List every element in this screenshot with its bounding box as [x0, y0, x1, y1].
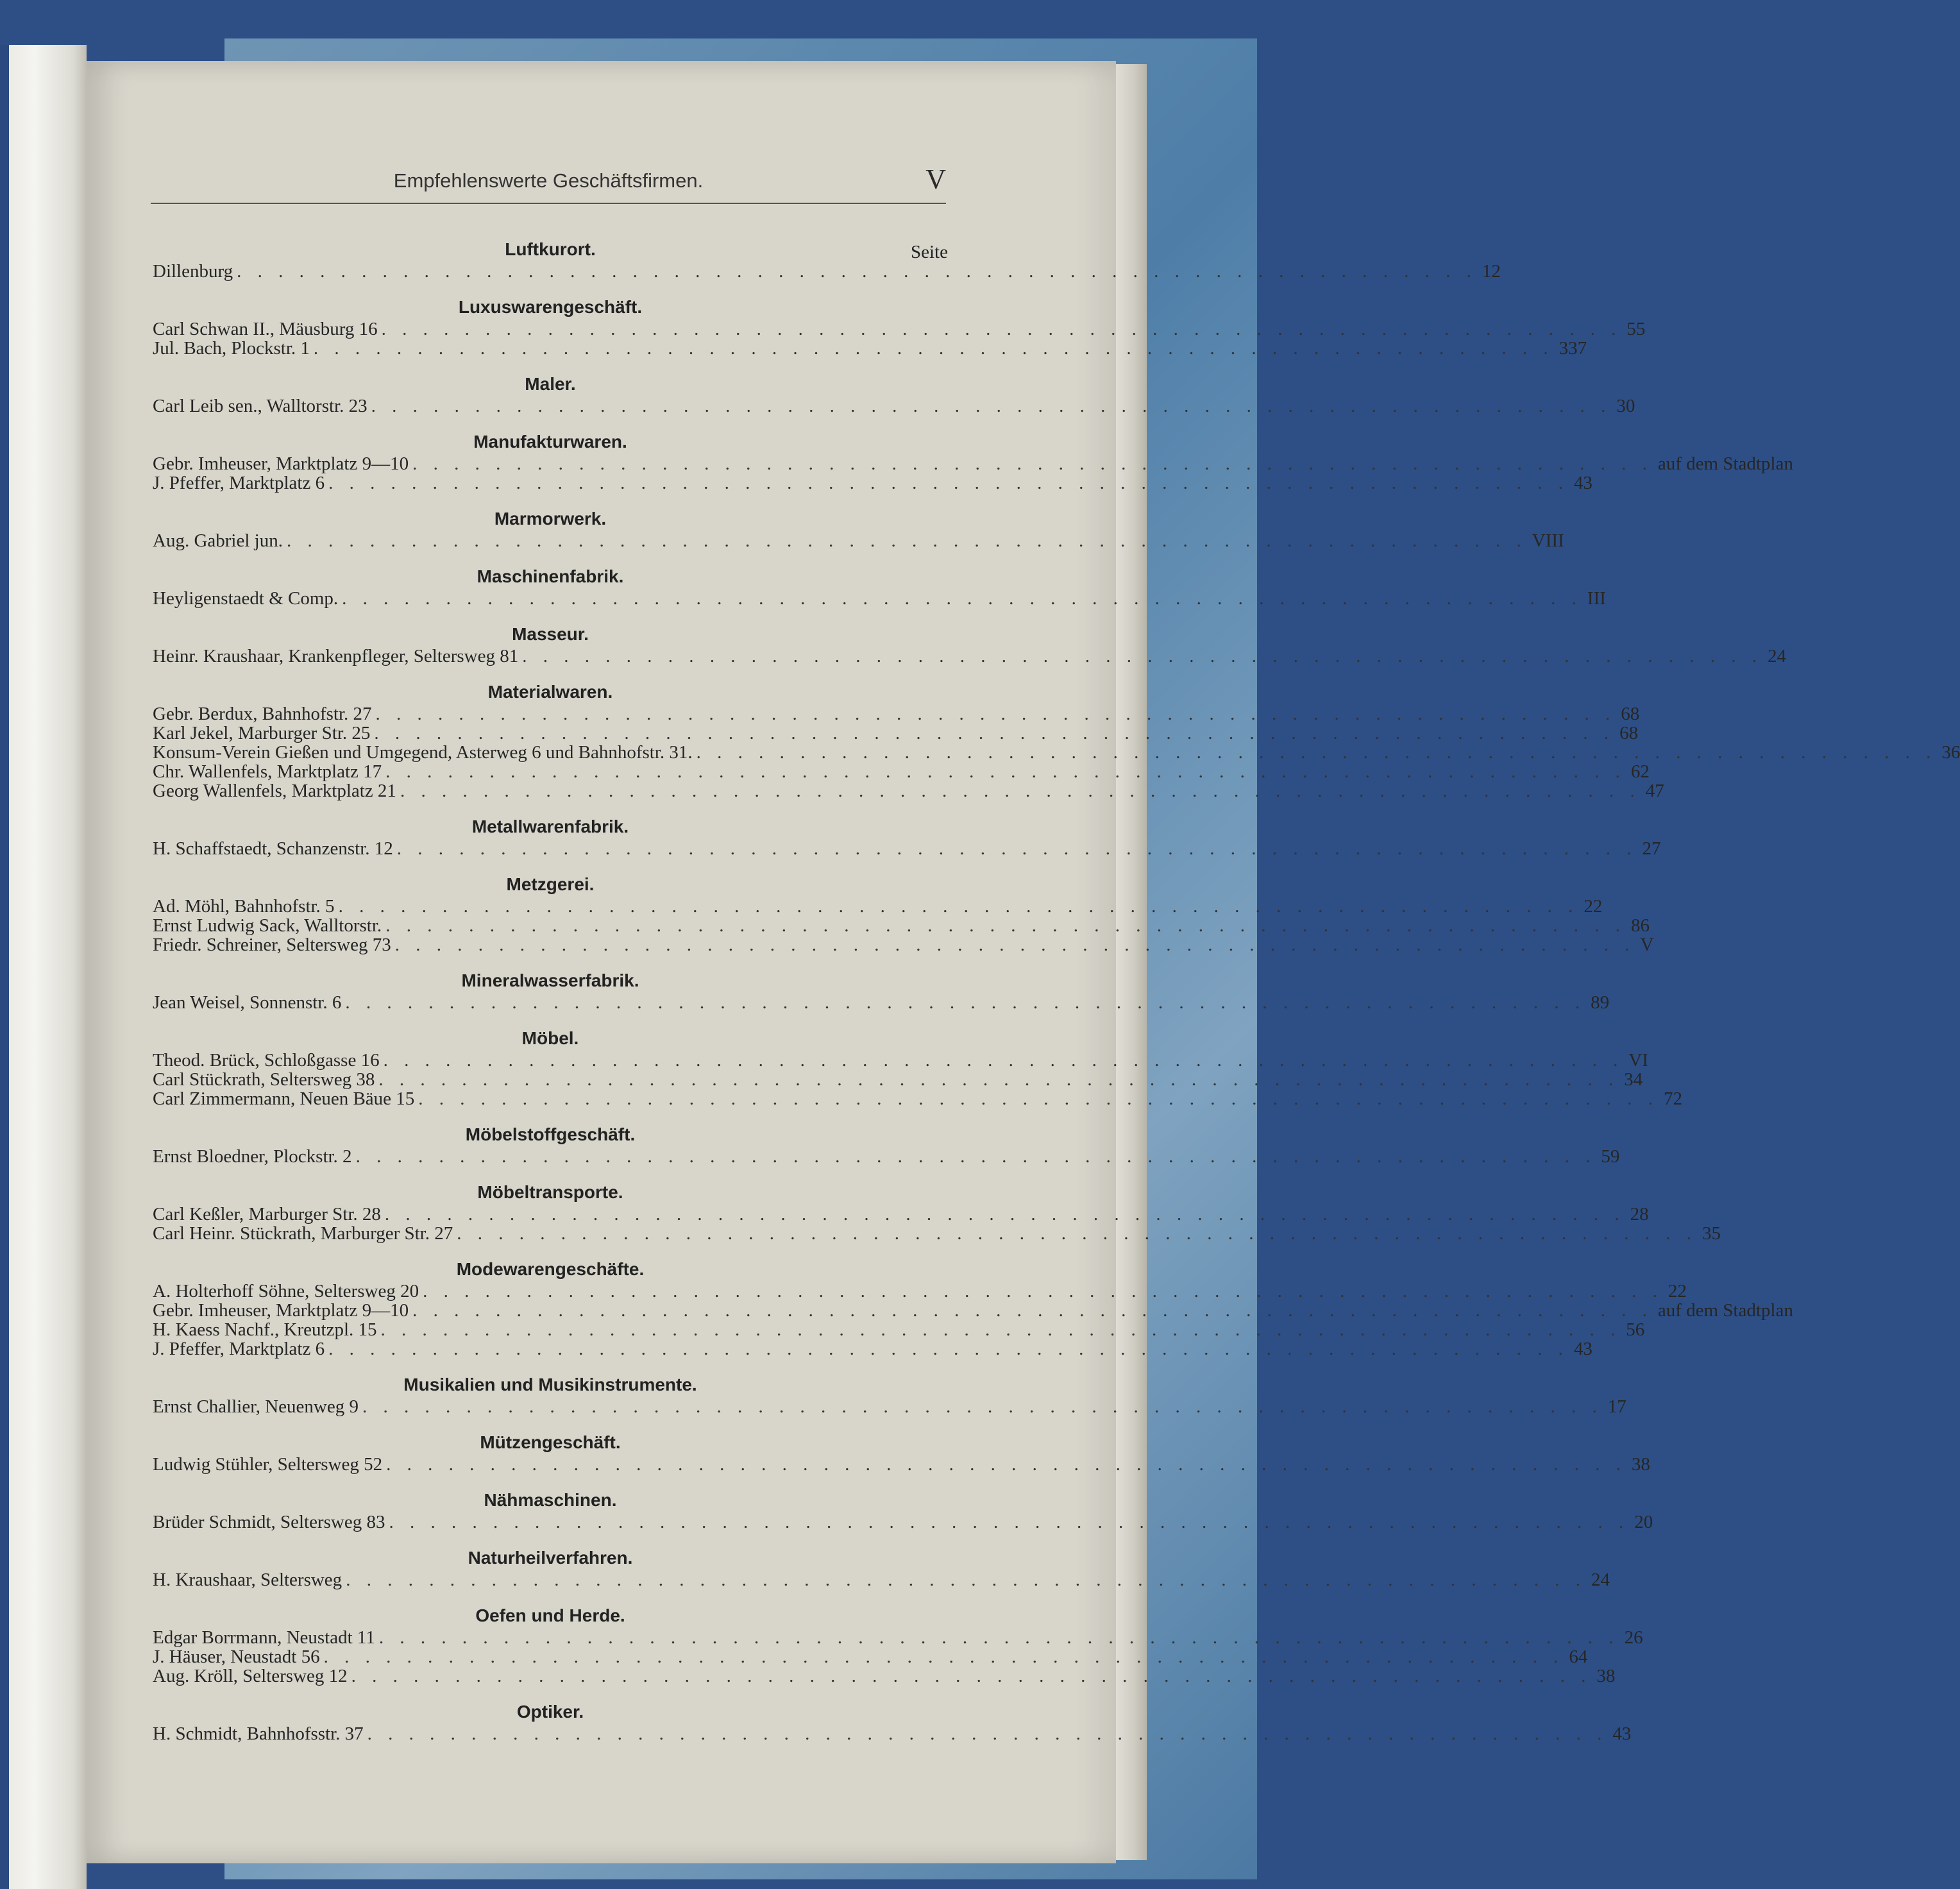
- entry-name: Ernst Ludwig Sack, Walltorstr.: [153, 915, 382, 936]
- directory-entry: [153, 1281, 1687, 1301]
- directory-entry: [153, 453, 1793, 474]
- directory-entry: [153, 473, 1592, 493]
- section-heading-text: Metallwarenfabrik.: [471, 817, 629, 836]
- directory-entry: [153, 723, 1639, 743]
- section-heading-text: Nähmaschinen.: [484, 1490, 617, 1510]
- section-heading: [153, 872, 948, 897]
- entry-name: H. Schaffstaedt, Schanzenstr. 12: [153, 838, 393, 859]
- dot-leader: . . . . . . . . . . . . . . . . . . . . . . . . . . . . . . . . . . . . . . . . . . . . . . . . . . . . . . . . . . . .: [381, 319, 1622, 339]
- dot-leader: . . . . . . . . . . . . . . . . . . . . . . . . . . . . . . . . . . . . . . . . . . . . . . . . . . . . . . . . . . . .: [418, 1089, 1659, 1109]
- section-heading-text: Mineralwasserfabrik.: [461, 970, 639, 990]
- entry-name: Carl Leib sen., Walltorstr. 23: [153, 396, 368, 416]
- entry-page: 17: [1607, 1396, 1626, 1417]
- entry-page: 20: [1634, 1512, 1653, 1532]
- directory-entry: [153, 992, 1610, 1013]
- dot-leader: . . . . . . . . . . . . . . . . . . . . . . . . . . . . . . . . . . . . . . . . . . . . . . . . . . . . . . . . . . . .: [371, 396, 1612, 416]
- entry-name: Gebr. Imheuser, Marktplatz 9—10: [153, 1300, 409, 1321]
- section-heading: [153, 1430, 948, 1455]
- entry-name: Ludwig Stühler, Seltersweg 52: [153, 1454, 383, 1475]
- directory-entry: [153, 1204, 1649, 1224]
- section-heading-text: Naturheilverfahren.: [468, 1548, 633, 1568]
- entry-page: 43: [1573, 473, 1592, 493]
- section-heading-text: Optiker.: [516, 1702, 584, 1722]
- directory-entry: [153, 1627, 1643, 1648]
- section-heading-text: Luftkurort.: [505, 239, 596, 259]
- entry-name: Jul. Bach, Plockstr. 1: [153, 338, 310, 359]
- dot-leader: . . . . . . . . . . . . . . . . . . . . . . . . . . . . . . . . . . . . . . . . . . . . . . . . . . . . . . . . . . . .: [342, 588, 1582, 609]
- entry-name: H. Kraushaar, Seltersweg: [153, 1570, 342, 1590]
- entry-name: Dillenburg: [153, 261, 233, 282]
- directory-entry: [153, 588, 1606, 609]
- entry-page: auf dem Stadtplan: [1657, 453, 1793, 474]
- entry-name: Heyligenstaedt & Comp.: [153, 588, 339, 609]
- section-heading-text: Möbelstoffgeschäft.: [465, 1124, 636, 1144]
- dot-leader: . . . . . . . . . . . . . . . . . . . . . . . . . . . . . . . . . . . . . . . . . . . . . . . . . . . . . . . . . . . .: [374, 723, 1615, 743]
- entry-name: Friedr. Schreiner, Seltersweg 73: [153, 935, 391, 955]
- directory-entry: [153, 1666, 1616, 1686]
- section-heading: [153, 1122, 948, 1147]
- entry-page: 72: [1664, 1089, 1683, 1109]
- entry-page: 38: [1596, 1666, 1616, 1686]
- section-heading: [153, 680, 948, 704]
- section-heading: [153, 430, 948, 454]
- entry-page: 47: [1645, 781, 1664, 801]
- section-heading-text: Metzgerei.: [506, 874, 595, 894]
- section-heading-text: Masseur.: [512, 624, 589, 644]
- entry-page: VIII: [1532, 530, 1564, 551]
- entry-name: Aug. Gabriel jun.: [153, 530, 283, 551]
- directory-entry: [153, 261, 1501, 282]
- section-heading-text: Manufakturwaren.: [473, 432, 627, 452]
- section-heading-text: Marmorwerk.: [494, 509, 607, 529]
- dot-leader: . . . . . . . . . . . . . . . . . . . . . . . . . . . . . . . . . . . . . . . . . . . . . . . . . . . . . . . . . . . .: [385, 915, 1626, 936]
- directory-entry: [153, 396, 1635, 416]
- dot-leader: . . . . . . . . . . . . . . . . . . . . . . . . . . . . . . . . . . . . . . . . . . . . . . . . . . . . . . . . . . . .: [380, 1319, 1621, 1340]
- entry-name: Ernst Challier, Neuenweg 9: [153, 1396, 359, 1417]
- dot-leader: . . . . . . . . . . . . . . . . . . . . . . . . . . . . . . . . . . . . . . . . . . . . . . . . . . . . . . . . . . . .: [328, 1339, 1569, 1359]
- entry-name: Theod. Brück, Schloßgasse 16: [153, 1050, 380, 1071]
- section-heading: [153, 1026, 948, 1051]
- page-number: V: [925, 164, 946, 195]
- section-heading: [153, 1373, 948, 1397]
- entry-page: 22: [1668, 1281, 1687, 1301]
- section-heading: [153, 237, 948, 262]
- dot-leader: . . . . . . . . . . . . . . . . . . . . . . . . . . . . . . . . . . . . . . . . . . . . . . . . . . . . . . . . . . . .: [345, 992, 1586, 1013]
- section-heading: [153, 969, 948, 993]
- entry-page: 38: [1631, 1454, 1650, 1475]
- directory-entry: [153, 1570, 1610, 1590]
- directory-entry: [153, 915, 1650, 936]
- directory-entry: [153, 838, 1661, 859]
- directory-entry: [153, 1647, 1588, 1667]
- section-heading-text: Musikalien und Musikinstrumente.: [403, 1375, 697, 1394]
- dot-leader: . . . . . . . . . . . . . . . . . . . . . . . . . . . . . . . . . . . . . . . . . . . . . . . . . . . . . . . . . . . .: [323, 1647, 1564, 1667]
- dot-leader: . . . . . . . . . . . . . . . . . . . . . . . . . . . . . . . . . . . . . . . . . . . . . . . . . . . . . . . . . . . .: [378, 1627, 1619, 1648]
- directory-entry: [153, 1319, 1645, 1340]
- entry-name: Ernst Bloedner, Plockstr. 2: [153, 1146, 352, 1167]
- directory-entry: [153, 1300, 1793, 1321]
- dot-leader: . . . . . . . . . . . . . . . . . . . . . . . . . . . . . . . . . . . . . . . . . . . . . . . . . . . . . . . . . . . .: [328, 473, 1569, 493]
- section-heading: [153, 1180, 948, 1205]
- dot-leader: . . . . . . . . . . . . . . . . . . . . . . . . . . . . . . . . . . . . . . . . . . . . . . . . . . . . . . . . . . . .: [412, 453, 1653, 474]
- directory-entry: [153, 704, 1640, 724]
- entry-name: Heinr. Kraushaar, Krankenpfleger, Seltersweg 81: [153, 646, 519, 666]
- section-heading-text: Modewarengeschäfte.: [456, 1259, 645, 1279]
- dot-leader: . . . . . . . . . . . . . . . . . . . . . . . . . . . . . . . . . . . . . . . . . . . . . . . . . . . . . . . . . . . .: [313, 338, 1554, 359]
- entry-page: 59: [1601, 1146, 1620, 1167]
- entry-name: Carl Heinr. Stückrath, Marburger Str. 27: [153, 1223, 453, 1244]
- entry-page: VI: [1628, 1050, 1648, 1071]
- entry-page: 68: [1621, 704, 1640, 724]
- directory-entry: [153, 781, 1664, 801]
- entry-name: Carl Keßler, Marburger Str. 28: [153, 1204, 381, 1224]
- entry-name: Gebr. Imheuser, Marktplatz 9—10: [153, 453, 409, 474]
- entry-name: J. Pfeffer, Marktplatz 6: [153, 1339, 325, 1359]
- directory-entry: [153, 935, 1654, 955]
- entry-name: J. Pfeffer, Marktplatz 6: [153, 473, 325, 493]
- entry-page: 27: [1642, 838, 1661, 859]
- section-heading: [153, 1546, 948, 1570]
- entry-page: V: [1640, 935, 1654, 955]
- entry-page: 56: [1626, 1319, 1645, 1340]
- dot-leader: . . . . . . . . . . . . . . . . . . . . . . . . . . . . . . . . . . . . . . . . . . . . . . . . . . . . . . . . . . . .: [367, 1724, 1608, 1744]
- entry-page: 35: [1702, 1223, 1721, 1244]
- entry-name: Georg Wallenfels, Marktplatz 21: [153, 781, 396, 801]
- entry-page: 34: [1624, 1069, 1643, 1090]
- section-heading-text: Oefen und Herde.: [475, 1605, 625, 1625]
- section-heading: [153, 1257, 948, 1282]
- directory-entry: [153, 1339, 1592, 1359]
- dot-leader: . . . . . . . . . . . . . . . . . . . . . . . . . . . . . . . . . . . . . . . . . . . . . . . . . . . . . . . . . . . .: [286, 530, 1527, 551]
- dot-leader: . . . . . . . . . . . . . . . . . . . . . . . . . . . . . . . . . . . . . . . . . . . . . . . . . . . . . . . . . . . .: [351, 1666, 1592, 1686]
- directory-entry: [153, 742, 1960, 763]
- page-header: [151, 160, 946, 204]
- dot-leader: . . . . . . . . . . . . . . . . . . . . . . . . . . . . . . . . . . . . . . . . . . . . . . . . . . . . . . . . . . . .: [383, 1050, 1624, 1071]
- entry-name: H. Schmidt, Bahnhofsstr. 37: [153, 1724, 364, 1744]
- directory-entry: [153, 1454, 1650, 1475]
- directory-entry: [153, 1050, 1648, 1071]
- section-heading: [153, 622, 948, 647]
- entry-page: 28: [1630, 1204, 1649, 1224]
- directory-entry: [153, 1223, 1721, 1244]
- directory-entry: [153, 761, 1650, 782]
- dot-leader: . . . . . . . . . . . . . . . . . . . . . . . . . . . . . . . . . . . . . . . . . . . . . . . . . . . . . . . . . . . .: [237, 261, 1477, 282]
- entry-page: 337: [1559, 338, 1587, 359]
- entry-name: Carl Schwan II., Mäusburg 16: [153, 319, 378, 339]
- entry-name: J. Häuser, Neustadt 56: [153, 1647, 320, 1667]
- section-heading-text: Mützengeschäft.: [480, 1432, 621, 1452]
- entry-page: 43: [1612, 1724, 1632, 1744]
- section-heading: [153, 564, 948, 589]
- directory-entry: [153, 1724, 1632, 1744]
- entry-page: 43: [1573, 1339, 1592, 1359]
- entry-name: Ad. Möhl, Bahnhofstr. 5: [153, 896, 335, 917]
- entry-page: III: [1587, 588, 1606, 609]
- entry-page: 36: [1941, 742, 1960, 763]
- section-heading-text: Möbel.: [521, 1028, 579, 1048]
- section-heading-text: Maler.: [525, 374, 576, 394]
- entry-page: auf dem Stadtplan: [1657, 1300, 1793, 1321]
- entry-name: Aug. Kröll, Seltersweg 12: [153, 1666, 348, 1686]
- directory-entry: [153, 1069, 1643, 1090]
- entry-page: 55: [1626, 319, 1646, 339]
- dot-leader: . . . . . . . . . . . . . . . . . . . . . . . . . . . . . . . . . . . . . . . . . . . . . . . . . . . . . . . . . . . .: [375, 704, 1616, 724]
- section-heading: [153, 1700, 948, 1724]
- seite-column-label: Seite: [911, 242, 948, 262]
- directory-entry: [153, 530, 1564, 551]
- directory-entry: [153, 1396, 1626, 1417]
- dot-leader: . . . . . . . . . . . . . . . . . . . . . . . . . . . . . . . . . . . . . . . . . . . . . . . . . . . . . . . . . . . .: [412, 1300, 1653, 1321]
- directory-entry: [153, 338, 1587, 359]
- entry-name: Carl Stückrath, Seltersweg 38: [153, 1069, 375, 1090]
- entry-page: 22: [1584, 896, 1603, 917]
- section-heading-text: Maschinenfabrik.: [477, 566, 624, 586]
- dot-leader: . . . . . . . . . . . . . . . . . . . . . . . . . . . . . . . . . . . . . . . . . . . . . . . . . . . . . . . . . . . .: [389, 1512, 1630, 1532]
- dot-leader: . . . . . . . . . . . . . . . . . . . . . . . . . . . . . . . . . . . . . . . . . . . . . . . . . . . . . . . . . . . .: [522, 646, 1762, 666]
- section-heading: [153, 507, 948, 531]
- entry-name: A. Holterhoff Söhne, Seltersweg 20: [153, 1281, 419, 1301]
- directory-entry: [153, 646, 1786, 666]
- entry-page: 26: [1624, 1627, 1643, 1648]
- dot-leader: . . . . . . . . . . . . . . . . . . . . . . . . . . . . . . . . . . . . . . . . . . . . . . . . . . . . . . . . . . . .: [396, 838, 1637, 859]
- dot-leader: . . . . . . . . . . . . . . . . . . . . . . . . . . . . . . . . . . . . . . . . . . . . . . . . . . . . . . . . . . . .: [338, 896, 1579, 917]
- section-heading: [153, 1488, 948, 1512]
- section-heading-text: Luxuswarengeschäft.: [458, 297, 643, 317]
- entry-name: Jean Weisel, Sonnenstr. 6: [153, 992, 342, 1013]
- section-heading: [153, 1604, 948, 1628]
- dot-leader: . . . . . . . . . . . . . . . . . . . . . . . . . . . . . . . . . . . . . . . . . . . . . . . . . . . . . . . . . . . .: [400, 781, 1641, 801]
- entry-page: 62: [1630, 761, 1650, 782]
- dot-leader: . . . . . . . . . . . . . . . . . . . . . . . . . . . . . . . . . . . . . . . . . . . . . . . . . . . . . . . . . . . .: [384, 1204, 1625, 1224]
- directory-entry: [153, 1512, 1653, 1532]
- directory-entry: [153, 896, 1603, 917]
- business-directory: [153, 237, 1960, 1744]
- entry-name: Chr. Wallenfels, Marktplatz 17: [153, 761, 382, 782]
- dot-leader: . . . . . . . . . . . . . . . . . . . . . . . . . . . . . . . . . . . . . . . . . . . . . . . . . . . . . . . . . . . .: [423, 1281, 1663, 1301]
- dot-leader: . . . . . . . . . . . . . . . . . . . . . . . . . . . . . . . . . . . . . . . . . . . . . . . . . . . . . . . . . . . .: [362, 1396, 1603, 1417]
- dot-leader: . . . . . . . . . . . . . . . . . . . . . . . . . . . . . . . . . . . . . . . . . . . . . . . . . . . . . . . . . . . .: [385, 761, 1626, 782]
- entry-page: 86: [1630, 915, 1650, 936]
- entry-name: Karl Jekel, Marburger Str. 25: [153, 723, 371, 743]
- dot-leader: . . . . . . . . . . . . . . . . . . . . . . . . . . . . . . . . . . . . . . . . . . . . . . . . . . . . . . . . . . . .: [696, 742, 1937, 763]
- section-heading: [153, 815, 948, 839]
- entry-name: Brüder Schmidt, Seltersweg 83: [153, 1512, 385, 1532]
- dot-leader: . . . . . . . . . . . . . . . . . . . . . . . . . . . . . . . . . . . . . . . . . . . . . . . . . . . . . . . . . . . .: [378, 1069, 1619, 1090]
- entry-name: Konsum-Verein Gießen und Umgegend, Asterweg 6 und Bahnhofstr. 31.: [153, 742, 693, 763]
- running-title: Empfehlenswerte Geschäftsfirmen.: [393, 169, 704, 192]
- entry-page: 12: [1482, 261, 1501, 282]
- section-heading-text: Möbeltransporte.: [477, 1182, 623, 1202]
- section-heading: [153, 372, 948, 396]
- dot-leader: . . . . . . . . . . . . . . . . . . . . . . . . . . . . . . . . . . . . . . . . . . . . . . . . . . . . . . . . . . . .: [346, 1570, 1586, 1590]
- entry-page: 89: [1591, 992, 1610, 1013]
- directory-entry: [153, 1089, 1683, 1109]
- entry-page: 30: [1616, 396, 1635, 416]
- entry-page: 24: [1767, 646, 1786, 666]
- entry-page: 24: [1591, 1570, 1610, 1590]
- entry-name: Gebr. Berdux, Bahnhofstr. 27: [153, 704, 372, 724]
- entry-name: H. Kaess Nachf., Kreutzpl. 15: [153, 1319, 377, 1340]
- entry-page: 68: [1619, 723, 1639, 743]
- directory-entry: [153, 319, 1646, 339]
- dot-leader: . . . . . . . . . . . . . . . . . . . . . . . . . . . . . . . . . . . . . . . . . . . . . . . . . . . . . . . . . . . .: [386, 1454, 1626, 1475]
- entry-name: Carl Zimmermann, Neuen Bäue 15: [153, 1089, 415, 1109]
- left-page-margin: [0, 45, 87, 1889]
- section-heading-text: Materialwaren.: [487, 682, 613, 702]
- dot-leader: . . . . . . . . . . . . . . . . . . . . . . . . . . . . . . . . . . . . . . . . . . . . . . . . . . . . . . . . . . . .: [394, 935, 1635, 955]
- dot-leader: . . . . . . . . . . . . . . . . . . . . . . . . . . . . . . . . . . . . . . . . . . . . . . . . . . . . . . . . . . . .: [355, 1146, 1596, 1167]
- entry-page: 64: [1569, 1647, 1588, 1667]
- directory-entry: [153, 1146, 1620, 1167]
- entry-name: Edgar Borrmann, Neustadt 11: [153, 1627, 375, 1648]
- section-heading: [153, 295, 948, 319]
- book-spine-edge: [0, 45, 9, 1889]
- dot-leader: . . . . . . . . . . . . . . . . . . . . . . . . . . . . . . . . . . . . . . . . . . . . . . . . . . . . . . . . . . . .: [457, 1223, 1697, 1244]
